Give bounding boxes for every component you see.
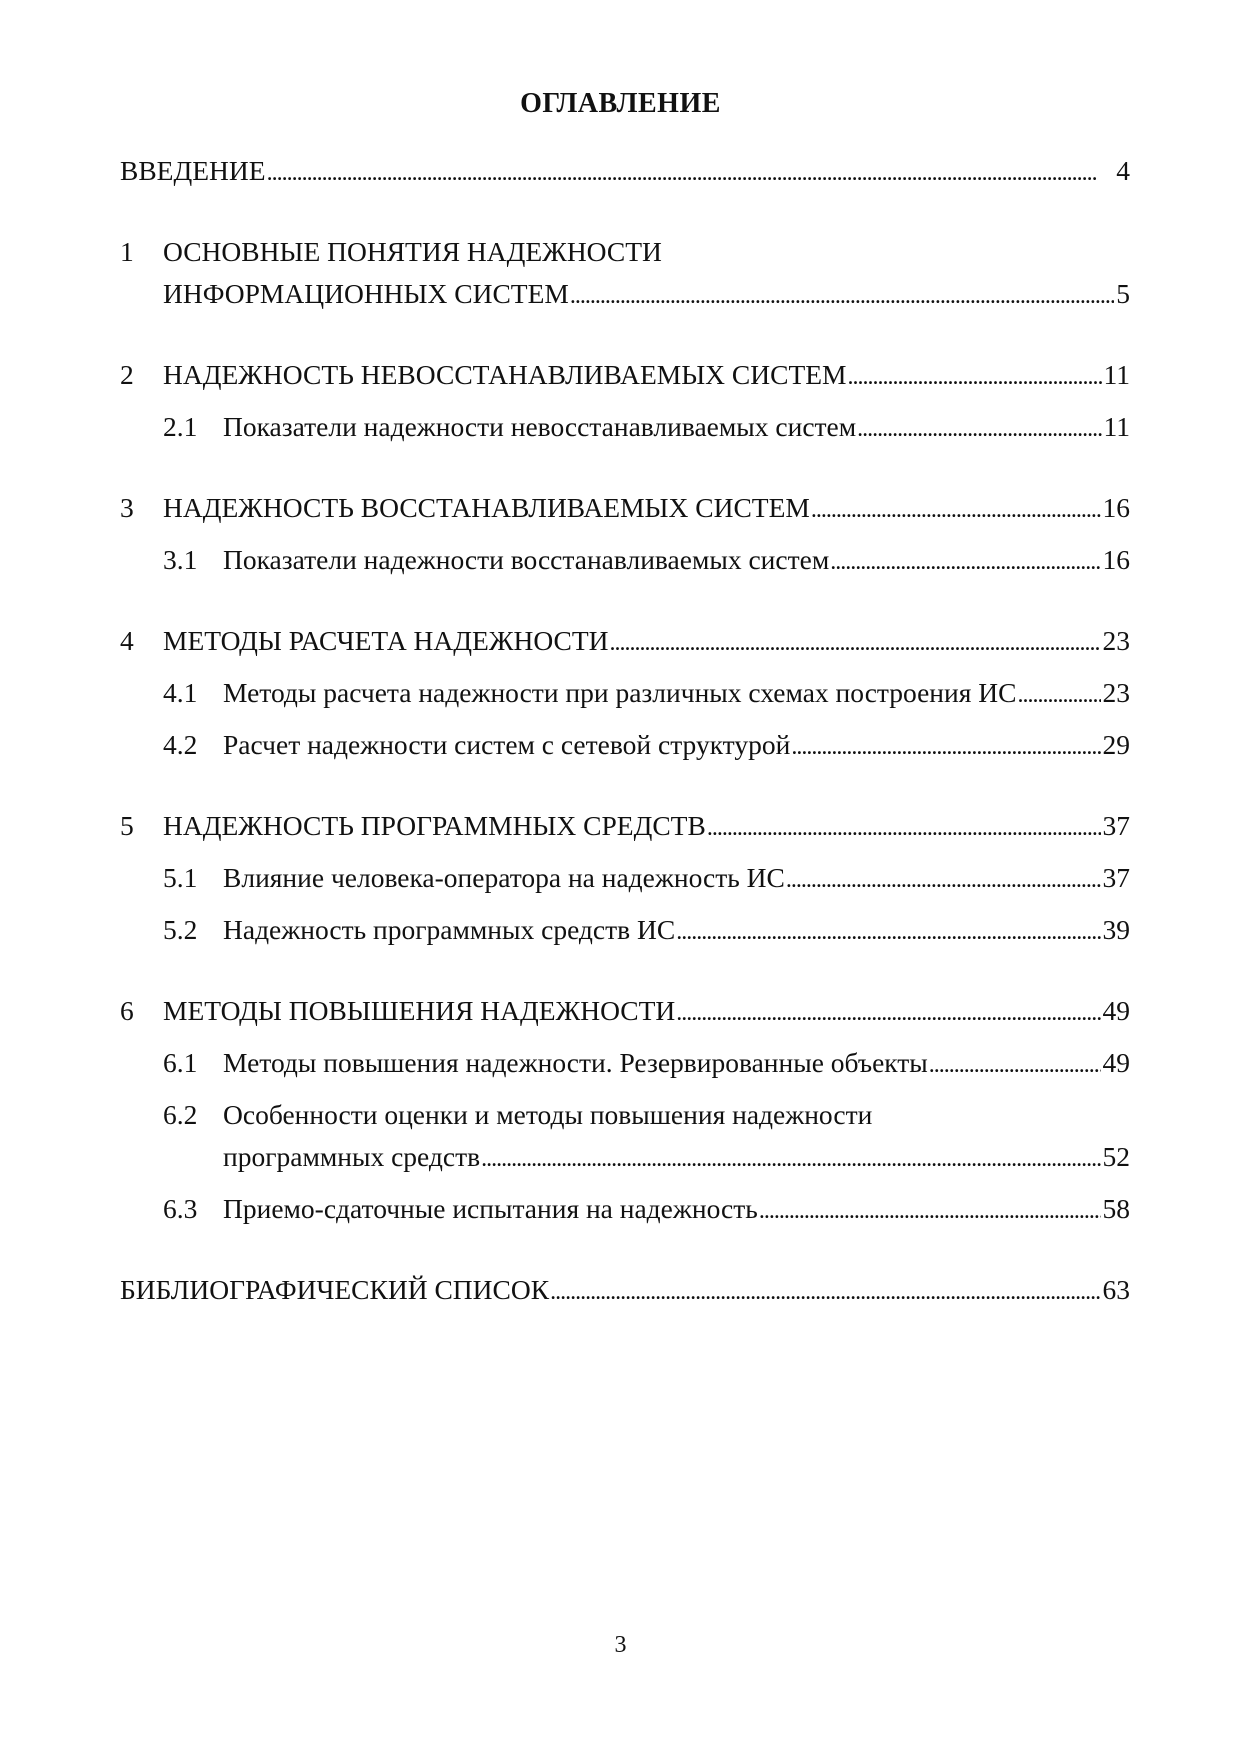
toc-entry-title: ВВЕДЕНИЕ: [120, 155, 266, 186]
toc-entry-title-line: Особенности оценки и методы повышения надежности: [223, 1099, 873, 1130]
page-title: ОГЛАВЛЕНИЕ: [520, 88, 721, 119]
toc-entry-text: [120, 487, 1130, 531]
toc-entry-number: 5: [120, 810, 134, 841]
toc-entry-text: [120, 805, 1130, 849]
toc-entry-text: [120, 150, 1130, 194]
toc-entry-title: МЕТОДЫ ПОВЫШЕНИЯ НАДЕЖНОСТИ: [163, 995, 676, 1026]
toc-entry-page: 4: [1116, 155, 1130, 186]
toc-entry-number: 5.2: [163, 914, 198, 945]
toc-entry-text: [120, 1094, 1130, 1180]
dot-leader: [1017, 672, 1100, 716]
toc-chapter-entry[interactable]: [120, 1269, 1130, 1313]
toc-entry-number: 6.3: [163, 1193, 198, 1224]
dot-leader: [791, 724, 1100, 768]
toc-entry-number: 4: [120, 625, 134, 656]
toc-entry-leader-line: [223, 539, 1130, 583]
toc-entry-leader-line: [223, 1188, 1130, 1232]
toc-entry-text: [120, 857, 1130, 901]
toc-entry-leader-line: [163, 354, 1130, 398]
dot-leader: [570, 273, 1114, 317]
toc-entry-page: 23: [1102, 677, 1130, 708]
toc-entry-page: 49: [1102, 995, 1130, 1026]
toc-chapter-entry[interactable]: [120, 990, 1130, 1034]
toc-chapter-entry[interactable]: [120, 150, 1130, 194]
toc-entry-leader-line: [223, 1042, 1130, 1086]
toc-section-entry[interactable]: [120, 1188, 1130, 1232]
toc-chapter-entry[interactable]: [120, 487, 1130, 531]
toc-entry-title: Показатели надежности невосстанавливаемых систем: [223, 411, 857, 442]
toc-section-entry[interactable]: [120, 406, 1130, 450]
toc-entry-page: 37: [1102, 862, 1130, 893]
toc-chapter-entry[interactable]: [120, 620, 1130, 664]
toc-entry-page: 63: [1102, 1274, 1130, 1305]
toc-entry-title: НАДЕЖНОСТЬ ВОССТАНАВЛИВАЕМЫХ СИСТЕМ: [163, 492, 810, 523]
toc-entry-number: 3: [120, 492, 134, 523]
toc-entry-title: программных средств: [223, 1141, 481, 1172]
toc-entry-page: 58: [1102, 1193, 1130, 1224]
toc-entry-title: Надежность программных средств ИС: [223, 914, 676, 945]
toc-entry-text: [120, 231, 1130, 317]
toc-entry-leader-line: [163, 487, 1130, 531]
toc-entry-leader-line: [223, 1136, 1130, 1180]
toc-chapter-entry[interactable]: [120, 231, 1130, 317]
toc-entry-page: 49: [1102, 1047, 1130, 1078]
toc-chapter-entry[interactable]: [120, 354, 1130, 398]
toc-entry-text: [120, 354, 1130, 398]
toc-entry-page: 29: [1102, 729, 1130, 760]
toc-entry-page: 16: [1102, 544, 1130, 575]
toc-entry-number: 6.1: [163, 1047, 198, 1078]
toc-entry-text: [120, 672, 1130, 716]
toc-entry-title: Показатели надежности восстанавливаемых систем: [223, 544, 830, 575]
toc-entry-title: Влияние человека-оператора на надежность ИС: [223, 862, 785, 893]
dot-leader: [811, 487, 1101, 531]
dot-leader: [550, 1269, 1100, 1313]
toc-entry-leader-line: [163, 273, 1130, 317]
toc-section-entry[interactable]: [120, 909, 1130, 953]
toc-section-entry[interactable]: [120, 1042, 1130, 1086]
toc-entry-leader-line: [223, 406, 1130, 450]
dot-leader: [610, 620, 1101, 664]
dot-leader: [481, 1136, 1100, 1180]
toc-entry-title: МЕТОДЫ РАСЧЕТА НАДЕЖНОСТИ: [163, 625, 609, 656]
dot-leader: [857, 406, 1101, 450]
toc-entry-number: 1: [120, 236, 134, 267]
toc-entry-page: 23: [1102, 625, 1130, 656]
toc-entry-leader-line: [120, 1269, 1130, 1313]
toc-entry-text: [120, 1188, 1130, 1232]
toc-entry-text: [120, 620, 1130, 664]
dot-leader: [929, 1042, 1101, 1086]
toc-entry-leader-line: [163, 990, 1130, 1034]
toc-section-entry[interactable]: [120, 672, 1130, 716]
toc-entry-number: 6.2: [163, 1099, 198, 1130]
toc-entry-number: 4.1: [163, 677, 198, 708]
dot-leader: [676, 990, 1100, 1034]
dot-leader: [707, 805, 1101, 849]
toc-entry-leader-line: [163, 620, 1130, 664]
toc-entry-text: [120, 1042, 1130, 1086]
toc-entry-page: 11: [1103, 359, 1130, 390]
toc-entry-page: 5: [1116, 278, 1130, 309]
toc-entry-leader-line: [223, 672, 1130, 716]
toc-entry-text: [120, 990, 1130, 1034]
toc-entry-title: ИНФОРМАЦИОННЫХ СИСТЕМ: [163, 278, 569, 309]
toc-entry-number: 2: [120, 359, 134, 390]
toc-entry-text: [120, 1269, 1130, 1313]
toc-entry-title-line: ОСНОВНЫЕ ПОНЯТИЯ НАДЕЖНОСТИ: [163, 236, 662, 267]
toc-section-entry[interactable]: [120, 539, 1130, 583]
toc-entry-number: 4.2: [163, 729, 198, 760]
toc-entry-number: 2.1: [163, 411, 198, 442]
toc-entry-page: 52: [1102, 1141, 1130, 1172]
table-of-contents: [120, 150, 1130, 1313]
toc-section-entry[interactable]: [120, 857, 1130, 901]
toc-entry-title: НАДЕЖНОСТЬ ПРОГРАММНЫХ СРЕДСТВ: [163, 810, 706, 841]
toc-entry-leader-line: [163, 805, 1130, 849]
toc-entry-title: Приемо-сдаточные испытания на надежность: [223, 1193, 758, 1224]
toc-entry-page: 11: [1103, 411, 1130, 442]
toc-section-entry[interactable]: [120, 724, 1130, 768]
dot-leader: [786, 857, 1101, 901]
toc-entry-leader-line: [223, 724, 1130, 768]
dot-leader: [848, 354, 1102, 398]
toc-entry-leader-line: [223, 857, 1130, 901]
toc-entry-text: [120, 539, 1130, 583]
toc-entry-title: Методы расчета надежности при различных схемах построения ИС: [223, 677, 1017, 708]
dot-leader: [676, 909, 1100, 953]
page-number: 3: [614, 1632, 627, 1658]
toc-entry-text: [120, 909, 1130, 953]
toc-entry-title: Расчет надежности систем с сетевой структурой: [223, 729, 791, 760]
toc-section-entry[interactable]: [120, 1094, 1130, 1180]
toc-entry-page: 37: [1102, 810, 1130, 841]
toc-entry-leader-line: [223, 909, 1130, 953]
dot-leader: [759, 1188, 1101, 1232]
toc-entry-leader-line: [120, 150, 1130, 194]
toc-entry-page: 16: [1102, 492, 1130, 523]
toc-entry-title: НАДЕЖНОСТЬ НЕВОССТАНАВЛИВАЕМЫХ СИСТЕМ: [163, 359, 847, 390]
toc-entry-title: БИБЛИОГРАФИЧЕСКИЙ СПИСОК: [120, 1274, 550, 1305]
toc-chapter-entry[interactable]: [120, 805, 1130, 849]
toc-entry-title: Методы повышения надежности. Резервированные объекты: [223, 1047, 928, 1078]
toc-entry-number: 3.1: [163, 544, 198, 575]
toc-entry-number: 6: [120, 995, 134, 1026]
toc-entry-page: 39: [1102, 914, 1130, 945]
toc-entry-number: 5.1: [163, 862, 198, 893]
toc-entry-text: [120, 724, 1130, 768]
toc-entry-text: [120, 406, 1130, 450]
dot-leader: [830, 539, 1100, 583]
dot-leader: [267, 150, 1115, 194]
